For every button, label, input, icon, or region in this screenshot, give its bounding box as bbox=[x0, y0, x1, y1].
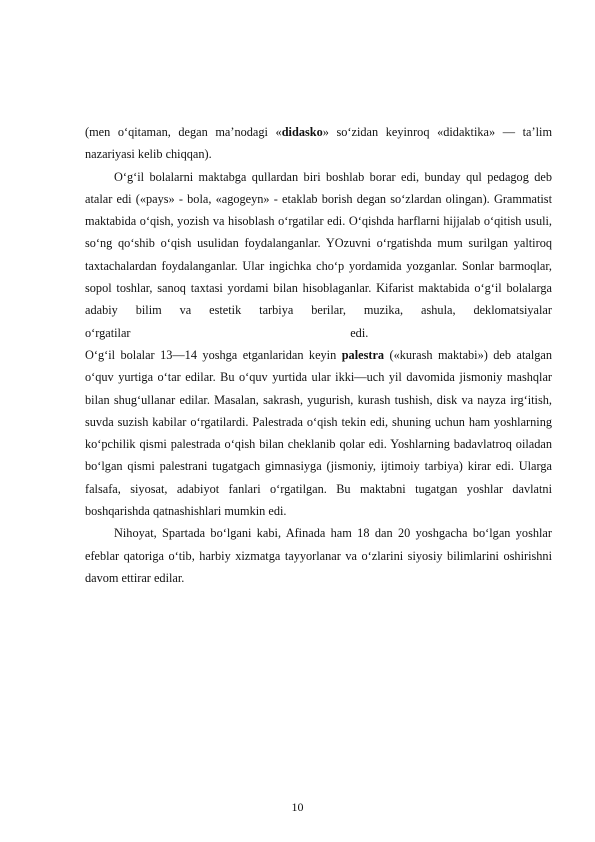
bold-term-palestra: palestra bbox=[341, 347, 385, 362]
paragraph-3 bbox=[85, 344, 552, 522]
paragraph-3-pre: O‘g‘il bolalar 13—14 yoshga etganlaridan keyin bbox=[85, 347, 342, 362]
paragraph-1-post: » so‘zidan keyinroq «didaktika» — ta’lim nazariyasi kelib chiqqan). bbox=[85, 125, 553, 162]
paragraph-2-main bbox=[85, 166, 552, 322]
paragraph-3-post: («kurash maktabi») deb atalgan o‘quv yurtiga o‘tar edilar. Bu o‘quv yurtida ular ikki—uch yil davomida jismoniy mashqlar bilan shug‘ullanar edilar. Masalan, sakrash, yugurish, kurash tushish, disk va nayza irg‘itish, suvda suzish kabilar o‘rgatilardi. Palestrada o‘qish tekin edi, shuning uchun ham yoshlarning ko‘pchilik qismi palestrada o‘qish bilan cheklanib qolar edi. Yoshlarning badavlatroq oiladan bo‘lgan qismi palestrani tugatgach gimnasiyga (jismoniy, ijtimoiy tarbiya) kirar edi. Ularga falsafa, siyosat, adabiyot fanlari o‘rgatilgan. Bu maktabni tugatgan yoshlar davlatni boshqarishda qatnashishlari mumkin edi. bbox=[85, 347, 552, 519]
paragraph-4: Nihoyat, Spartada bo‘lgani kabi, Afinada ham 18 dan 20 yoshgacha bo‘lgan yoshlar efeblar qatoriga o‘tib, harbiy xizmatga tayyorlanar va o‘zlarini siyosiy bilimlarini oshirishni davom ettirar edilar. bbox=[85, 526, 552, 585]
page-number: 10 bbox=[291, 800, 304, 814]
paragraph-2-last-right: edi. bbox=[350, 325, 369, 340]
paragraph-2-main-text: O‘g‘il bolalarni maktabga qullardan biri boshlab borar edi, bunday qul pedagog deb atalar edi («pays» - bola, «agogeyn» - etaklab borish degan so‘zlardan olingan). Grammatist maktabida o‘qish, yozish va hisoblash o‘rgatilar edi. O‘qishda harflarni hijjalab o‘qitish usuli, so‘ng qo‘shib o‘qish usulidan foydalanganlar. YOzuvni o‘rgatishda mum surilgan yaltiroq taxtachalardan foydalanganlar. Ular ingichka cho‘p yordamida yozganlar. Sonlar barmoqlar, sopol toshlar, sanoq taxtasi yordami bilan hisoblaganlar. Kifarist maktabida o‘g‘il bolalarga adabiy bilim va estetik tarbiya berilar, muzika, ashula, deklomatsiyalar bbox=[85, 169, 552, 318]
body-text bbox=[85, 121, 552, 589]
bold-term-didasko: didasko bbox=[281, 125, 323, 139]
paragraph-1-pre: (men o‘qitaman, degan ma’nodagi « bbox=[85, 125, 282, 139]
paragraph-1 bbox=[85, 121, 552, 166]
paragraph-2-last-left: o‘rgatilar bbox=[85, 325, 131, 340]
paragraph-2-last-line bbox=[85, 322, 552, 344]
paragraph-2 bbox=[85, 166, 552, 344]
